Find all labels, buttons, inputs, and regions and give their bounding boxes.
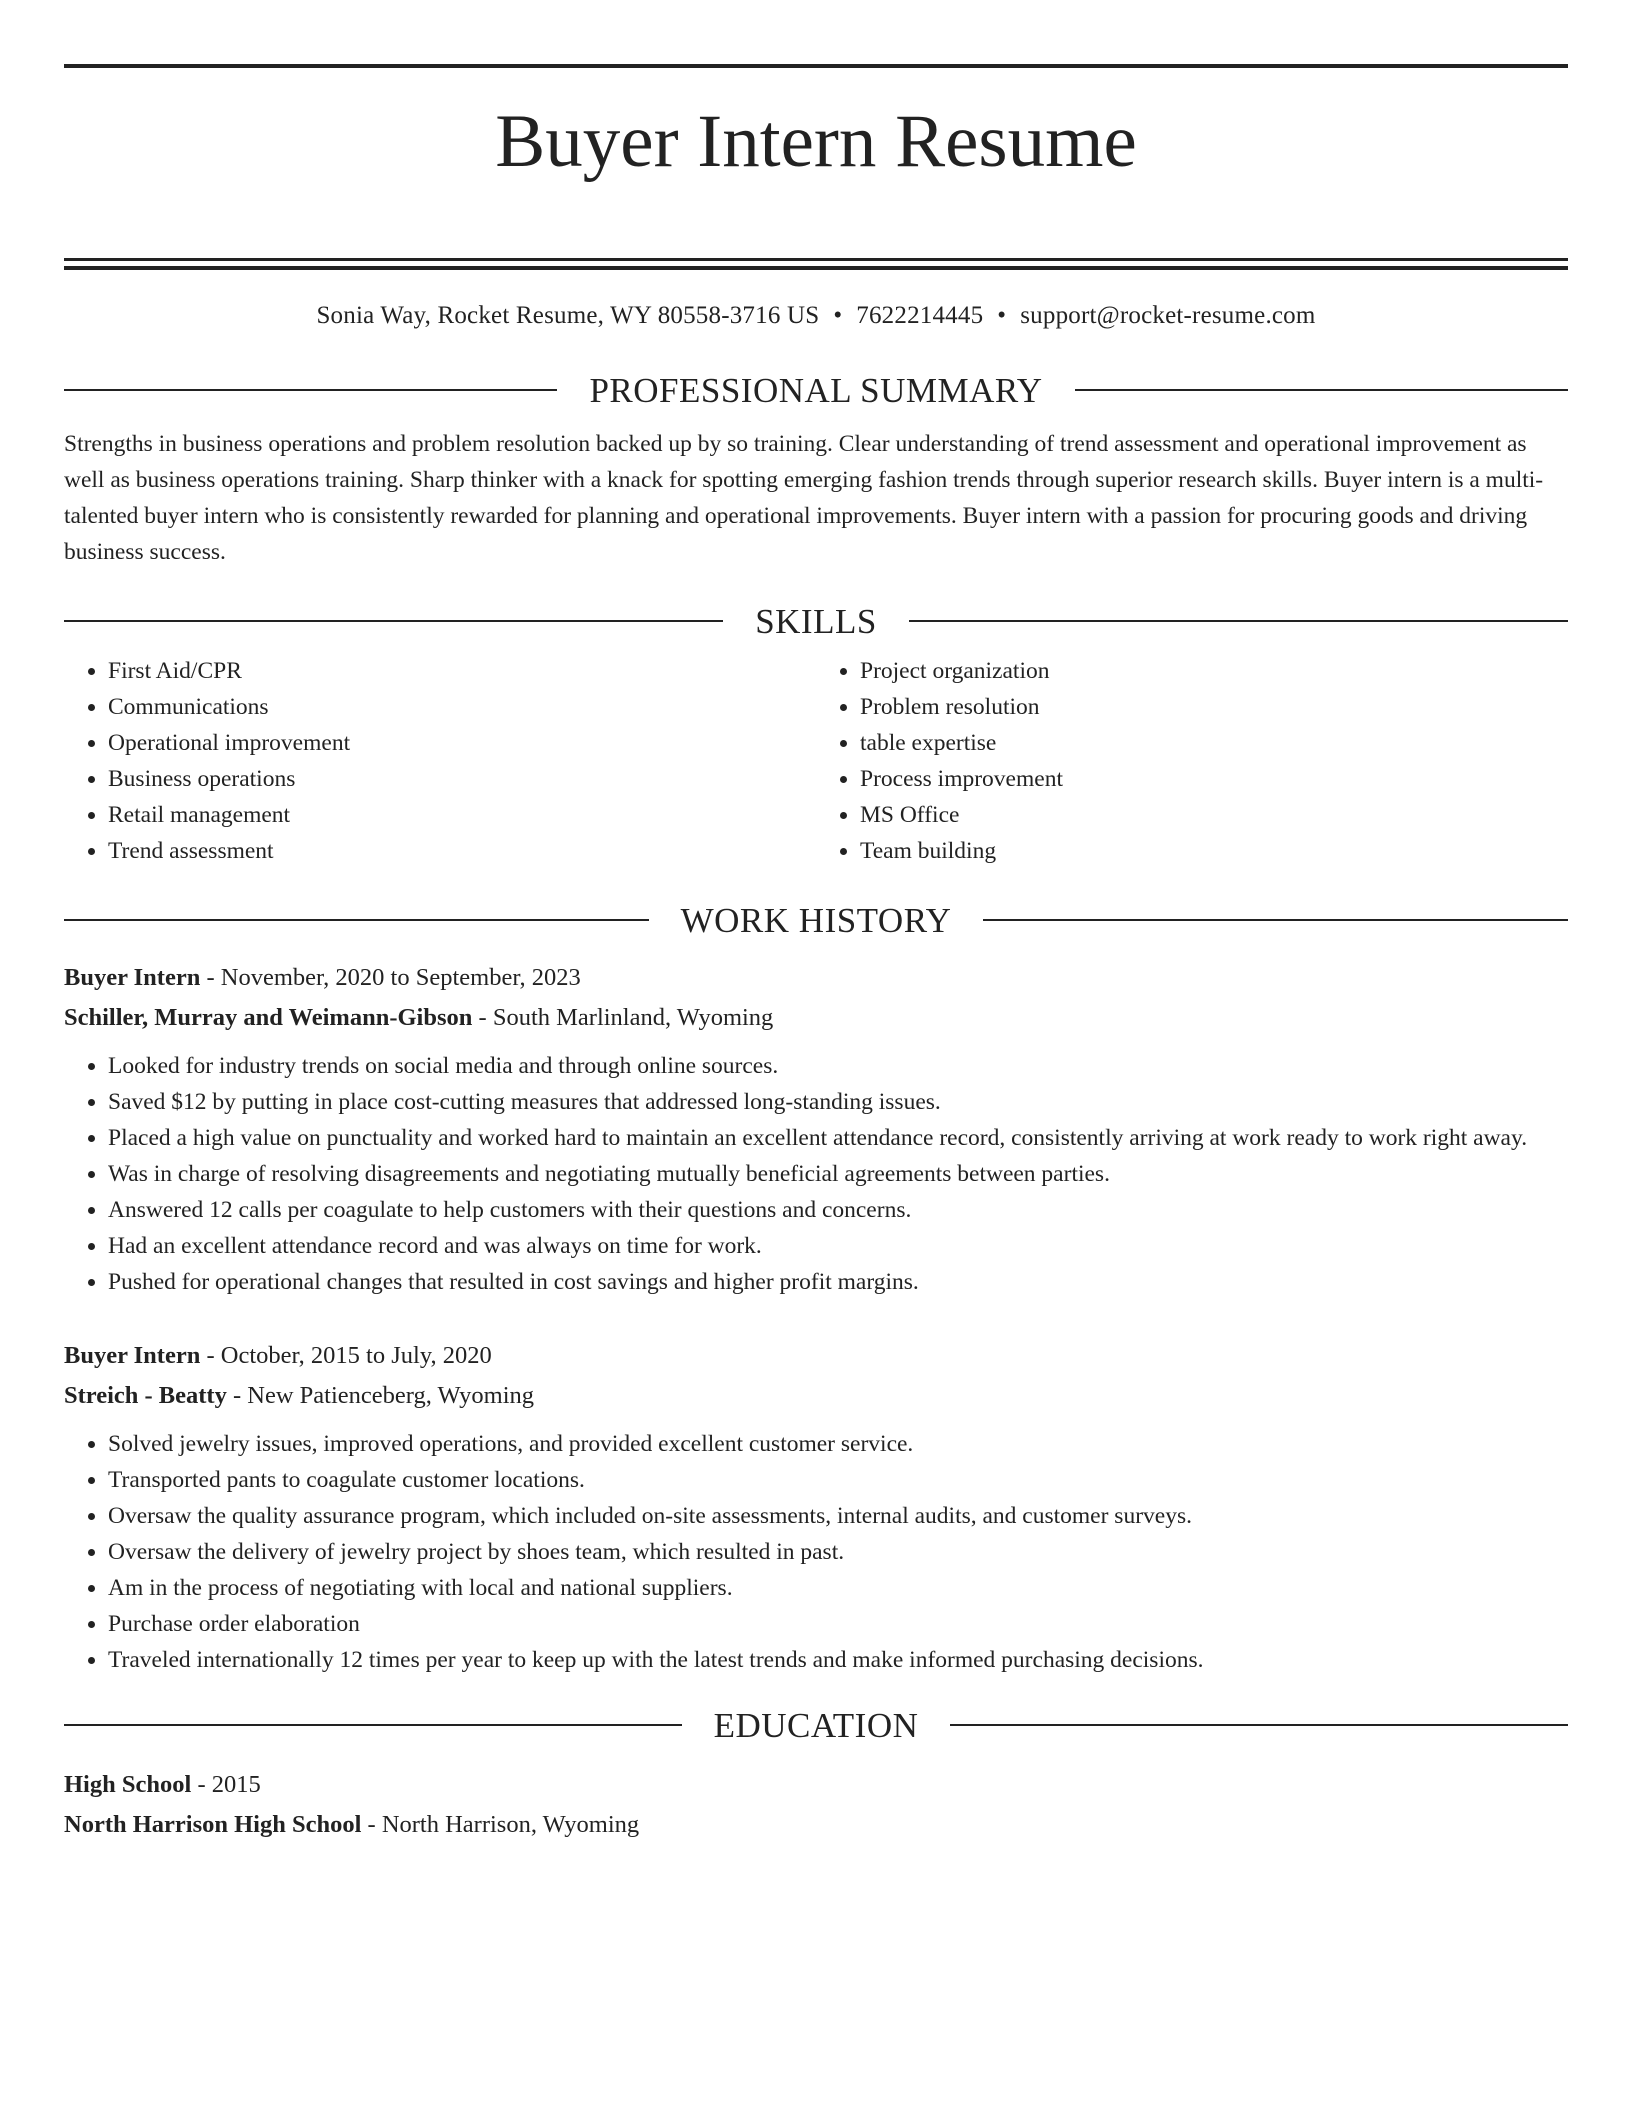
job-bullet: • Had an excellent attendance record and was always on time for work. <box>108 1228 1568 1264</box>
job-bullets <box>64 1048 1568 1300</box>
skills-column-right <box>816 653 1568 869</box>
section-title: EDUCATION <box>713 1705 919 1745</box>
job-bullet: • Looked for industry trends on social media and through online sources. <box>108 1048 1568 1084</box>
education-degree: High School <box>64 1770 192 1798</box>
top-rule <box>64 64 1568 68</box>
skill-item: • Retail management <box>108 797 816 833</box>
skill-item: • Team building <box>860 833 1568 869</box>
job-title: Buyer Intern <box>64 1341 201 1369</box>
job-bullets <box>64 1426 1568 1678</box>
skill-item: • table expertise <box>860 725 1568 761</box>
job-dates: - October, 2015 to July, 2020 <box>200 1341 492 1369</box>
job-title-line <box>64 1336 1568 1376</box>
skills-column-left <box>64 653 816 869</box>
skill-item: • MS Office <box>860 797 1568 833</box>
heading-rule <box>909 620 1568 622</box>
title-double-rule <box>64 258 1568 270</box>
section-heading-skills <box>64 601 1568 641</box>
job-bullet: • Answered 12 calls per coagulate to help customers with their questions and concerns. <box>108 1192 1568 1228</box>
job-location: - New Patienceberg, Wyoming <box>226 1381 535 1409</box>
section-heading-education <box>64 1705 1568 1745</box>
job-bullet: • Placed a high value on punctuality and worked hard to maintain an excellent attendance record, consistently arriving at work ready to work right away. <box>108 1120 1568 1156</box>
contact-separator: • <box>997 302 1007 330</box>
resume-title: Buyer Intern Resume <box>495 100 1137 183</box>
heading-rule <box>1075 389 1568 391</box>
job-entry <box>64 958 1568 1300</box>
job-bullet: • Purchase order elaboration <box>108 1606 1568 1642</box>
job-title-line <box>64 958 1568 998</box>
heading-rule <box>64 620 723 622</box>
heading-rule <box>64 919 649 921</box>
job-company: Streich - Beatty <box>64 1381 227 1409</box>
skill-item: • Trend assessment <box>108 833 816 869</box>
skill-item: • Project organization <box>860 653 1568 689</box>
job-company: Schiller, Murray and Weimann-Gibson <box>64 1003 473 1031</box>
job-bullet: • Was in charge of resolving disagreements and negotiating mutually beneficial agreements between parties. <box>108 1156 1568 1192</box>
job-bullet: • Pushed for operational changes that resulted in cost savings and higher profit margins. <box>108 1264 1568 1300</box>
job-bullet: • Solved jewelry issues, improved operations, and provided excellent customer service. <box>108 1426 1568 1462</box>
section-title: PROFESSIONAL SUMMARY <box>589 370 1043 410</box>
heading-rule <box>64 389 557 391</box>
skill-item: • Process improvement <box>860 761 1568 797</box>
education-location: - North Harrison, Wyoming <box>361 1810 640 1838</box>
skill-item: • Business operations <box>108 761 816 797</box>
contact-address: Sonia Way, Rocket Resume, WY 80558-3716 US <box>316 302 820 330</box>
education-entry <box>64 1765 1568 1845</box>
education-school: North Harrison High School <box>64 1810 362 1838</box>
heading-rule <box>950 1724 1568 1726</box>
skill-item: • Operational improvement <box>108 725 816 761</box>
skill-item: • Communications <box>108 689 816 725</box>
contact-separator: • <box>833 302 843 330</box>
education-school-line <box>64 1805 1568 1845</box>
skill-item: • First Aid/CPR <box>108 653 816 689</box>
heading-rule <box>64 1724 682 1726</box>
skill-item: • Problem resolution <box>860 689 1568 725</box>
section-title: SKILLS <box>755 601 877 641</box>
job-bullet: • Oversaw the quality assurance program, which included on-site assessments, internal audits, and customer surveys. <box>108 1498 1568 1534</box>
heading-rule <box>983 919 1568 921</box>
job-bullet: • Saved $12 by putting in place cost-cutting measures that addressed long-standing issues. <box>108 1084 1568 1120</box>
job-bullet: • Traveled internationally 12 times per year to keep up with the latest trends and make informed purchasing decisions. <box>108 1642 1568 1678</box>
job-bullet: • Am in the process of negotiating with local and national suppliers. <box>108 1570 1568 1606</box>
resume-page <box>64 64 1568 1845</box>
section-heading-work <box>64 900 1568 940</box>
summary-text: Strengths in business operations and problem resolution backed up by so training. Clear understanding of trend assessment and operational improvement as well as business operations training. Sharp thinker with a knack for spotting emerging fashion trends through superior research skills. Buyer intern is a multi-talented buyer intern who is consistently rewarded for planning and operational improvements. Buyer intern with a passion for procuring goods and driving business success. <box>64 430 1544 565</box>
section-heading-summary <box>64 370 1568 410</box>
job-bullet: • Transported pants to coagulate customer locations. <box>108 1462 1568 1498</box>
education-year: - 2015 <box>191 1770 261 1798</box>
job-bullet: • Oversaw the delivery of jewelry project by shoes team, which resulted in past. <box>108 1534 1568 1570</box>
job-company-line <box>64 998 1568 1038</box>
education-degree-line <box>64 1765 1568 1805</box>
job-title: Buyer Intern <box>64 963 201 991</box>
job-company-line <box>64 1376 1568 1416</box>
job-dates: - November, 2020 to September, 2023 <box>200 963 581 991</box>
job-entry <box>64 1336 1568 1678</box>
section-title: WORK HISTORY <box>680 900 952 940</box>
contact-line <box>64 300 1568 333</box>
job-location: - South Marlinland, Wyoming <box>472 1003 774 1031</box>
skills-list <box>64 653 1568 869</box>
contact-phone: 7622214445 <box>856 302 984 330</box>
contact-email: support@rocket-resume.com <box>1020 302 1316 330</box>
